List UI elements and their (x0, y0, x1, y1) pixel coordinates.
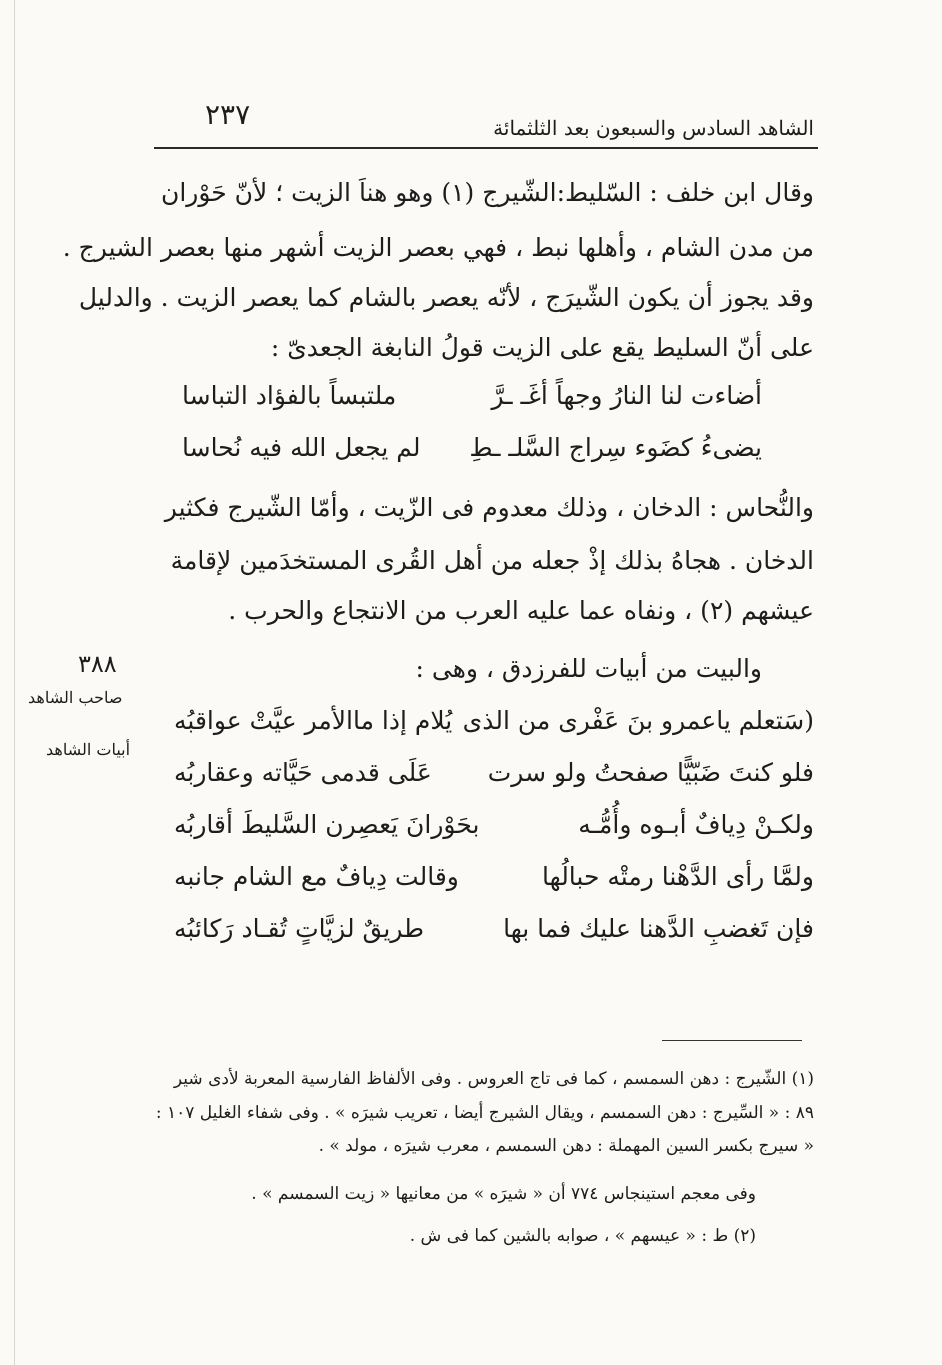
footnote-rule (662, 1040, 802, 1041)
paragraph-line: من مدن الشام ، وأهلها نبط ، فهي بعصر الزيت أشهر منها بعصر الشيرج . (62, 233, 814, 262)
header-rule (154, 147, 818, 149)
verse-hemistich-first: يضىءُ كضَوء سِراج السَّلـ ـطِ (469, 433, 762, 462)
verse-hemistich-second: ملتبساً بالفؤاد التباسا (182, 381, 397, 410)
verse-hemistich-first: ولمَّا رأى الدَّهْنا رمتْه حبالُها (542, 862, 814, 891)
verse-hemistich-first: ولكـنْ دِيافٌ أبـوه وأُمُّـه (578, 810, 814, 839)
paragraph-line: وقال ابن خلف : السّليط:الشّيرج (١) وهو هناَ الزيت ؛ لأنّ حَوْران (160, 178, 814, 207)
page-number: ٢٣٧ (205, 98, 251, 131)
page-edge (14, 0, 15, 1365)
paragraph-line: على أنّ السليط يقع على الزيت قولُ النابغة الجعدىّ : (270, 333, 814, 362)
verses-intro: والبيت من أبيات للفرزدق ، وهى : (415, 654, 762, 683)
footnote-line: وفى معجم استينجاس ٧٧٤ أن « شيرَه » من معانيها « زيت السمسم » . (251, 1184, 756, 1204)
verse-hemistich-first: (سَتعلم ياعمرو بنَ عَفْرى من الذى (462, 706, 814, 735)
footnote-line: (٢) ط : « عيسهم » ، صوابه بالشين كما فى ش . (409, 1226, 756, 1246)
paragraph-line: عيشهم (٢) ، ونفاه عما عليه العرب من الانتجاع والحرب . (228, 596, 814, 625)
paragraph-line: وقد يجوز أن يكون الشّيرَج ، لأنّه يعصر بالشام كما يعصر الزيت . والدليل (78, 283, 814, 312)
paragraph-line: الدخان . هجاهُ بذلك إذْ جعله من أهل القُرى المستخدَمين لإقامة (170, 546, 814, 575)
verse-hemistich-first: أضاءت لنا النارُ وجهاً أغَـ ـرَّ (491, 381, 762, 410)
verse-hemistich-second: بحَوْرانَ يَعصِرن السَّليطَ أقاربُه (174, 810, 480, 839)
verse-hemistich-second: عَلَى قدمى حَيَّاته وعقاربُه (174, 758, 432, 787)
verse-hemistich-second: لم يجعل الله فيه نُحاسا (182, 433, 421, 462)
verse-hemistich-second: طريقٌ لزيَّاتٍ تُقـاد رَكائبُه (174, 914, 425, 943)
footnote-line: ٨٩ : « السِّيرج : دهن السمسم ، ويقال الشيرج أيضا ، تعريب شيرَه » . وفى شفاء الغليل ١٠٧ : (155, 1103, 814, 1123)
margin-note-author: صاحب الشاهد (28, 688, 123, 707)
paragraph-line: والنُّحاس : الدخان ، وذلك معدوم فى الزّيت ، وأمّا الشّيرج فكثير (164, 493, 814, 522)
verse-hemistich-first: فلو كنتَ ضَبّيًّا صفحتُ ولو سرت (487, 758, 814, 787)
footnote-line: (١) الشّيرج : دهن السمسم ، كما فى تاج العروس . وفى الألفاظ الفارسية المعربة لأدى شير (173, 1069, 814, 1089)
verse-hemistich-first: فإن تَغضبِ الدَّهنا عليك فما بها (503, 914, 814, 943)
margin-note-verses: أبيات الشاهد (46, 740, 131, 759)
running-header: الشاهد السادس والسبعون بعد الثلثمائة (493, 116, 814, 140)
margin-entry-number: ٣٨٨ (78, 650, 117, 678)
footnote-line: « سيرج بكسر السين المهملة : دهن السمسم ، معرب شيرَه ، مولد » . (318, 1136, 814, 1156)
verse-hemistich-second: يُلام إذا ماالأمر عيَّتْ عواقبُه (174, 706, 453, 735)
verse-hemistich-second: وقالت دِيافٌ مع الشام جانبه (174, 862, 459, 891)
